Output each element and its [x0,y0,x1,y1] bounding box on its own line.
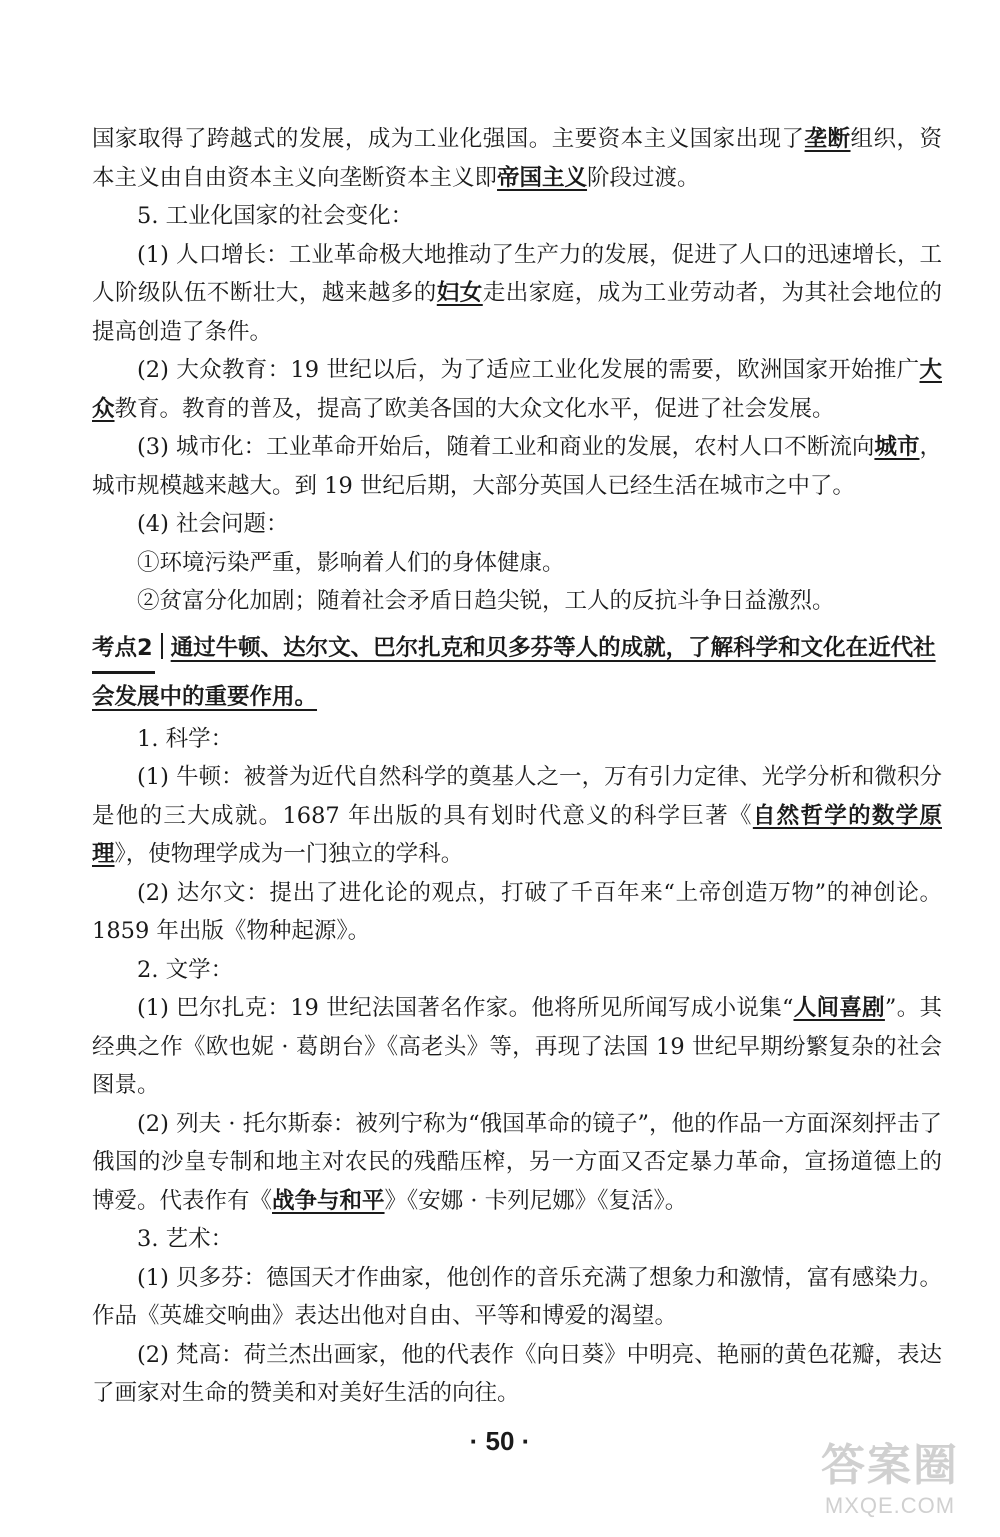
paragraph-education [92,351,942,428]
text: (1) 巴尔扎克：19 世纪法国著名作家。他将所见所闻写成小说集“ [137,995,794,1021]
heading-art: 3. 艺术： [137,1226,234,1252]
watermark-url: MXQE.COM [824,1493,956,1518]
keyword-underlined: 妇女 [436,280,483,306]
paragraph-beethoven: (1) 贝多芬：德国天才作曲家，他创作的音乐充满了想象力和激情，富有感染力。作品《英雄交响曲》表达出他对自由、平等和博爱的渴望。 [92,1264,942,1329]
kaodian-heading [92,625,942,720]
text: 组织，资本主义由自由资本主义向垄断资本主义即 [92,126,942,191]
kaodian-tag: 考点2 [92,625,155,674]
text: 教育。教育的普及，提高了欧美各国的大众文化水平，促进了社会发展。 [114,395,835,422]
paragraph-tolstoy [92,1105,942,1221]
heading-literature: 2. 文学： [137,956,234,983]
kaodian-title: 通过牛顿、达尔文、巴尔扎克和贝多芬等人的成就，了解科学和文化在近代社会发展中的重要作用。 [92,634,936,710]
paragraph-problem-2: ②贫富分化加剧；随着社会矛盾日趋尖锐，工人的反抗斗争日益激烈。 [137,588,835,614]
paragraph-population [92,236,942,352]
paragraph-continuation [92,120,942,197]
keyword-underlined: 帝国主义 [497,164,588,191]
heading-science: 1. 科学： [137,725,234,752]
text: ”。其经典之作《欧也妮 · 葛朗台》《高老头》等，再现了法国 19 世纪早期纷繁复杂的社会图景。 [92,995,942,1098]
paragraph-problem-1: ①环境污染严重，影响着人们的身体健康。 [137,549,565,576]
text: (1) 牛顿：被誉为近代自然科学的奠基人之一，万有引力定律、光学分析和微积分是他的三大成就。1687 年出版的具有划时代意义的科学巨著《 [92,764,942,829]
keyword-underlined: 大众 [92,357,942,422]
paragraph-balzac [92,989,942,1105]
text: ，城市规模越来越大。到 19 世纪后期，大部分英国人已经生活在城市之中了。 [92,434,942,499]
keyword-underlined: 人间喜剧 [793,995,885,1021]
page-number: · 50 · [469,1426,531,1456]
text: 阶段过渡。 [587,164,700,191]
watermark-logo [790,1441,990,1531]
text: 国家取得了跨越式的发展，成为工业化强国。主要资本主义国家出现了 [92,126,805,152]
text: 》，使物理学成为一门独立的学科。 [114,841,464,867]
page-content [92,120,942,1413]
paragraph-urbanization [92,428,942,505]
text: (2) 列夫 · 托尔斯泰：被列宁称为“俄国革命的镜子”，他的作品一方面深刻抨击了俄国的沙皇专制和地主对农民的残酷压榨，另一方面又否定暴力革命，宣扬道德上的博爱。代表作有《 [92,1110,942,1214]
text: 走出家庭，成为工业劳动者，为其社会地位的提高创造了条件。 [92,280,942,345]
watermark-text: 答案圈 [821,1441,959,1490]
heading-social-changes: 5. 工业化国家的社会变化： [137,203,414,229]
paragraph-darwin: (2) 达尔文：提出了进化论的观点，打破了千百年来“上帝创造万物”的神创论。1859 年出版《物种起源》。 [92,879,942,944]
text: (2) 大众教育：19 世纪以后，为了适应工业化发展的需要，欧洲国家开始推广 [137,357,920,383]
divider [161,633,163,659]
keyword-underlined: 垄断 [804,126,851,152]
text: (3) 城市化：工业革命开始后，随着工业和商业的发展，农村人口不断流向 [137,434,875,460]
paragraph-social-problems: (4) 社会问题： [137,511,289,537]
paragraph-newton [92,758,942,874]
text: (1) 人口增长：工业革命极大地推动了生产力的发展，促进了人口的迅速增长，工人阶级队伍不断壮大，越来越多的 [92,241,942,306]
keyword-underlined: 自然哲学的数学原理 [92,802,942,867]
text: 》《安娜 · 卡列尼娜》《复活》。 [384,1187,688,1214]
keyword-underlined: 城市 [874,434,920,460]
paragraph-van-gogh: (2) 梵高：荷兰杰出画家，他的代表作《向日葵》中明亮、艳丽的黄色花瓣，表达了画家对生命的赞美和对美好生活的向往。 [92,1341,942,1406]
keyword-underlined: 战争与和平 [272,1187,385,1214]
